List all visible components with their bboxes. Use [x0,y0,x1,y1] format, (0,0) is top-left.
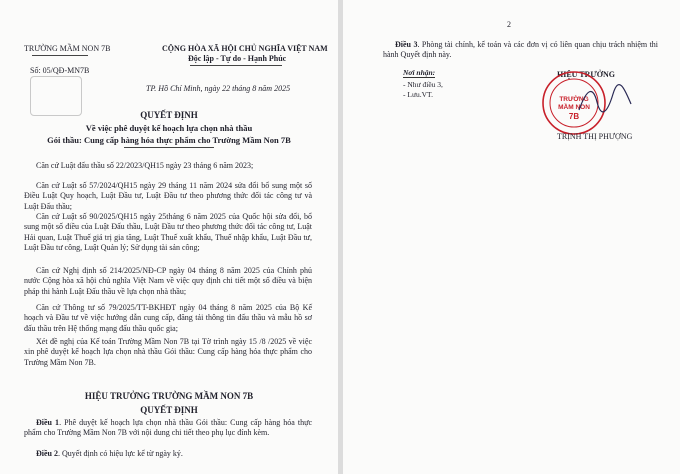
stamp-label-id: 7B [568,112,580,121]
document-number: Số: 05/QĐ-MN7B [30,66,90,75]
preamble-1: Căn cứ Luật đấu thầu số 22/2023/QH15 ngày 23 tháng 6 năm 2023; [36,161,254,170]
signer-title: HIỆU TRƯỞNG [557,70,616,79]
decision-subject: Về việc phê duyệt kế hoạch lựa chọn nhà thầu [85,123,253,133]
preamble-6: Xét đề nghị của Kế toán Trường Mầm Non 7B tại Tờ trình ngày 15 /8 /2025 về việc xin phê duyệt kế hoạch lựa chọn nhà thầu Gói thầu: Cung cấp hàng hóa thực phẩm cho Trường Mầm Non 7B. [24,337,312,367]
article-3-label: Điều 3 [395,40,418,49]
title-underline [124,147,214,148]
article-3 [383,40,658,61]
school-name: TRƯỜNG MẦM NON 7B [24,44,111,53]
article-1-text: . Phê duyệt kế hoạch lựa chọn nhà thầu Gói thầu: Cung cấp hàng hóa thực phẩm cho Trường Mầm Non 7B với nội dung chi tiết theo phụ lục đính kèm. [24,418,312,438]
decides-heading: QUYẾT ĐỊNH [140,405,198,415]
signature-stroke [579,85,631,112]
authority-heading: HIỆU TRƯỞNG TRƯỜNG MẦM NON 7B [84,391,254,401]
article-3-text: . Phòng tài chính, kế toán và các đơn vị có liên quan chịu trách nhiệm thi hành Quyết định này. [383,40,659,60]
article-1 [24,418,312,439]
article-2-text: . Quyết định có hiệu lực kể từ ngày ký. [58,449,183,458]
signer-name: TRỊNH THỊ PHƯỢNG [557,132,633,141]
article-2 [24,449,312,459]
page-number: 2 [507,20,511,29]
school-underline [32,55,88,56]
package-title: Gói thầu: Cung cấp hàng hóa thực phẩm cho Trường Mầm Non 7B [47,135,291,145]
preamble-3: Căn cứ Luật số 90/2025/QH15 ngày 25tháng 6 năm 2025 của Quốc hội sửa đổi, bổ sung một số điều của Luật Đấu thầu, Luật Đầu tư theo phương thức đối tác công tư, Luật Hải quan, Luật Thuế giá trị gia tăng, Luật Thuế xuất khẩu, Thuế nhập khẩu, Luật Đầu tư, Luật Đầu tư công, Luật Quản lý; Sử dụng tài sản công; [24,212,312,252]
nation-motto: Độc lập - Tự do - Hạnh Phúc [188,54,287,63]
preamble-5: Căn cứ Thông tư số 79/2025/TT-BKHĐT ngày 04 tháng 8 năm 2025 của Bộ Kế hoạch và Đầu tư về việc hướng dẫn cung cấp, đăng tải thông tin đấu thầu và mẫu hồ sơ đấu thầu trên Hệ thống mạng đấu thầu quốc gia; [24,303,312,333]
document-page-1 [0,0,338,474]
recipient-item: - Lưu.VT. [403,90,433,99]
preamble-2: Căn cứ Luật số 57/2024/QH15 ngày 29 tháng 11 năm 2024 sửa đổi bổ sung một số Điều Luật Quy hoạch, Luật Đầu tư, Luật Đầu tư theo phương thức đối tác công tư và Luật Đấu thầu; [24,181,312,211]
motto-underline [190,65,282,66]
document-page-2 [343,0,680,474]
nation-header: CỘNG HÒA XÃ HỘI CHỦ NGHĨA VIỆT NAM [162,44,328,53]
place-date: TP. Hồ Chí Minh, ngày 22 tháng 8 năm 2025 [146,84,291,93]
preamble-4: Căn cứ Nghị định số 214/2025/NĐ-CP ngày 04 tháng 8 năm 2025 của Chính phủ nước Cộng hòa xã hội chủ nghĩa Việt Nam về việc quy định chi tiết một số điều và biện pháp thi hành Luật Đấu thầu về lựa chọn nhà thầu; [24,266,312,296]
signature [575,80,635,120]
recipient-item: - Như điều 3, [403,80,443,89]
recipients-title: Nơi nhận: [403,68,436,77]
stamp-label-school: TRƯỜNG [559,96,589,103]
decision-title: QUYẾT ĐỊNH [140,110,198,120]
article-1-label: Điều 1 [36,418,60,427]
stamp-label-type: MẦM NON [558,104,590,111]
article-2-label: Điều 2 [36,449,58,458]
